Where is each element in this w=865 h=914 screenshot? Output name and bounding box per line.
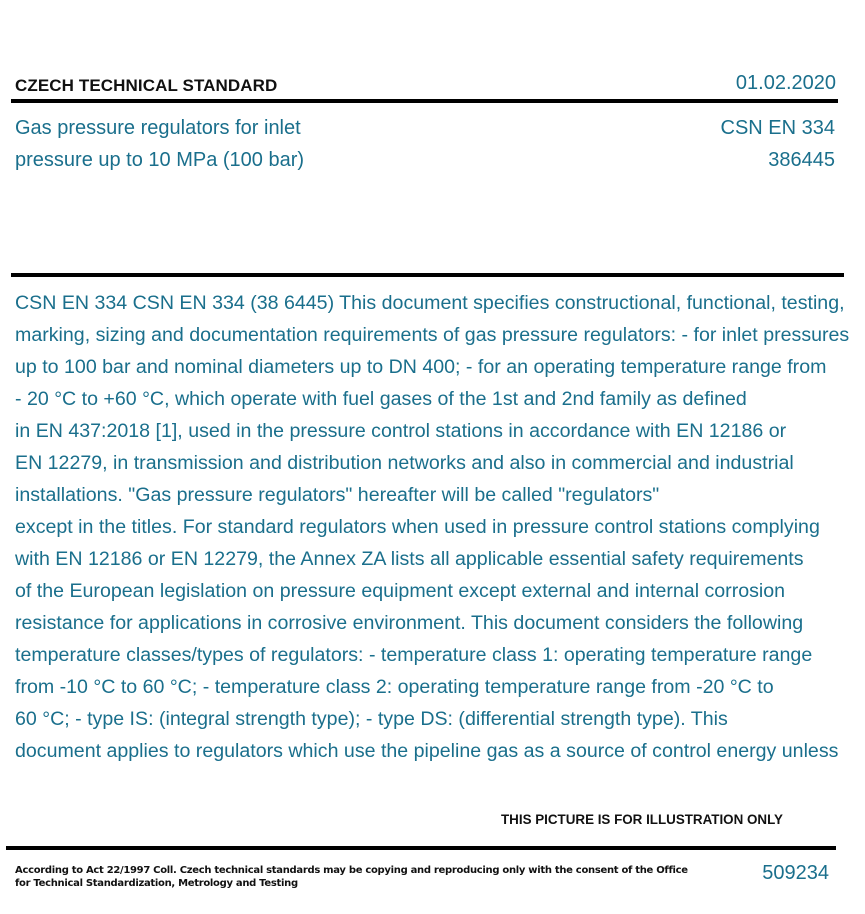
abstract-line: with EN 12186 or EN 12279, the Annex ZA lists all applicable essential safety requirements — [15, 548, 804, 570]
standard-code: CSN EN 334 — [720, 117, 835, 139]
standard-title-line-2: pressure up to 10 MPa (100 bar) — [15, 149, 305, 171]
abstract-line: 60 °C; - type IS: (integral strength type); - type DS: (differential strength type). This — [15, 708, 728, 730]
abstract-line: resistance for applications in corrosive environment. This document considers the following — [15, 612, 804, 634]
abstract-line: except in the titles. For standard regulators when used in pressure control stations complying — [15, 516, 820, 538]
illustration-disclaimer: THIS PICTURE IS FOR ILLUSTRATION ONLY — [501, 812, 783, 827]
abstract-line: installations. "Gas pressure regulators" hereafter will be called "regulators" — [15, 484, 660, 506]
abstract-line: document applies to regulators which use the pipeline gas as a source of control energy unless — [15, 740, 839, 762]
standard-abstract — [0, 286, 865, 776]
legal-notice-line-1: According to Act 22/1997 Coll. Czech technical standards may be copying and reproducing only with the consent of the Office — [15, 865, 688, 876]
header-divider — [11, 99, 838, 103]
legal-notice — [15, 864, 688, 890]
abstract-line: in EN 437:2018 [1], used in the pressure control stations in accordance with EN 12186 or — [15, 420, 787, 442]
abstract-line: up to 100 bar and nominal diameters up to DN 400; - for an operating temperature range from — [15, 356, 827, 378]
abstract-line: CSN EN 334 CSN EN 334 (38 6445) This document specifies constructional, functional, testing, — [15, 292, 845, 314]
abstract-line: - 20 °C to +60 °C, which operate with fuel gases of the 1st and 2nd family as defined — [15, 388, 747, 410]
document-number: 509234 — [762, 862, 829, 884]
abstract-line: temperature classes/types of regulators: - temperature class 1: operating temperature range — [15, 644, 813, 666]
abstract-line: from -10 °C to 60 °C; - temperature class 2: operating temperature range from -20 °C to — [15, 676, 774, 698]
abstract-line: marking, sizing and documentation requirements of gas pressure regulators: - for inlet pressures — [15, 324, 850, 346]
document-type-label: CZECH TECHNICAL STANDARD — [15, 76, 278, 95]
legal-notice-line-2: for Technical Standardization, Metrology and Testing — [15, 878, 298, 889]
publication-date: 01.02.2020 — [735, 72, 836, 94]
standard-title-line-1: Gas pressure regulators for inlet — [15, 117, 301, 139]
classification-code: 386445 — [768, 149, 835, 171]
title-divider — [11, 273, 844, 277]
abstract-line: of the European legislation on pressure equipment except external and internal corrosion — [15, 580, 786, 602]
footer-divider — [6, 846, 836, 850]
abstract-line: EN 12279, in transmission and distribution networks and also in commercial and industrial — [15, 452, 794, 474]
